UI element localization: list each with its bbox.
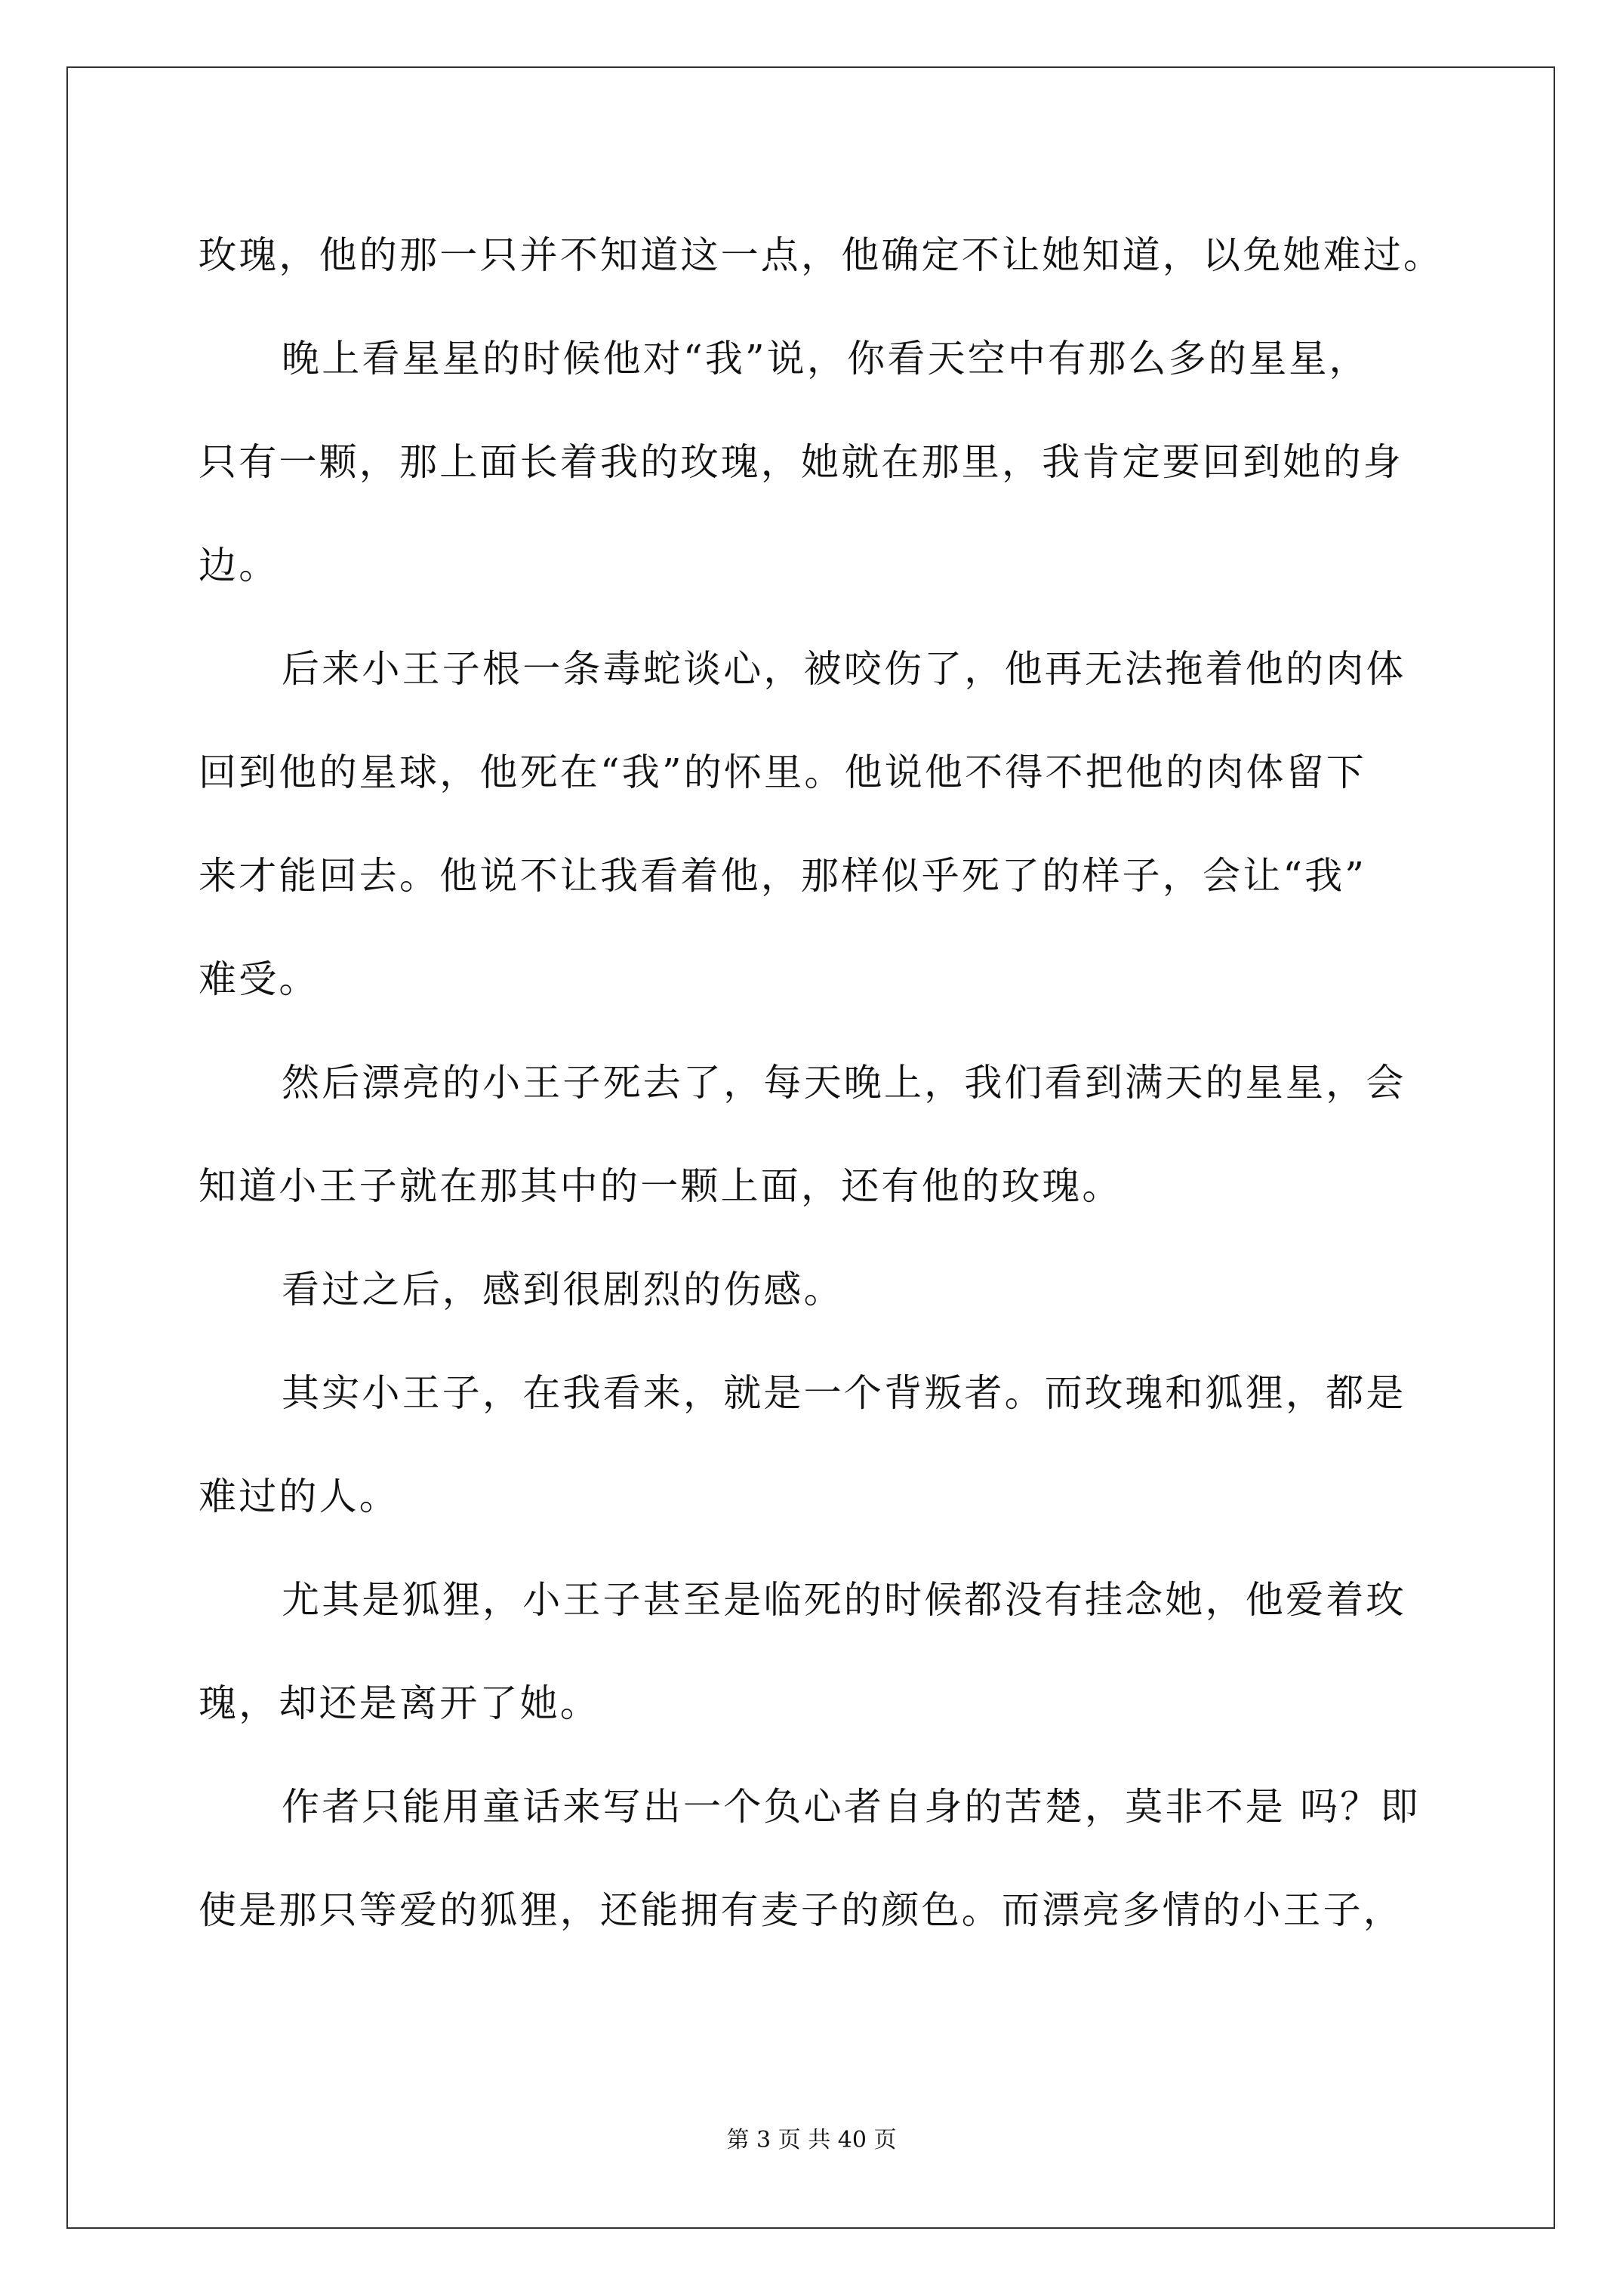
text-line: 看过之后，感到很剧烈的伤感。 [282, 1268, 844, 1311]
text-line: 难过的人。 [199, 1475, 399, 1518]
text-line: 回到他的星球，他死在“我”的怀里。他说他不得不把他的肉体留下 [199, 750, 1367, 794]
text-line: 玫瑰，他的那一只并不知道这一点，他确定不让她知道，以免她难过。 [199, 233, 1444, 277]
text-line: 作者只能用童话来写出一个负心者自身的苦楚，莫非不是 吗？即 [282, 1785, 1421, 1829]
text-line: 边。 [199, 544, 279, 587]
text-line: 难受。 [199, 957, 319, 1001]
document-body [199, 204, 1444, 1962]
text-line: 然后漂亮的小王子死去了，每天晚上，我们看到满天的星星，会 [282, 1061, 1406, 1105]
text-line: 瑰，却还是离开了她。 [199, 1681, 600, 1725]
text-line: 使是那只等爱的狐狸，还能拥有麦子的颜色。而漂亮多情的小王子， [199, 1888, 1403, 1932]
text-line: 其实小王子，在我看来，就是一个背叛者。而玫瑰和狐狸，都是 [282, 1371, 1406, 1415]
text-line: 知道小王子就在那其中的一颗上面，还有他的玫瑰。 [199, 1164, 1123, 1208]
text-line: 晚上看星星的时候他对“我”说，你看天空中有那么多的星星， [282, 337, 1369, 381]
text-line: 尤其是狐狸，小王子甚至是临死的时候都没有挂念她，他爱着玫 [282, 1578, 1406, 1622]
text-line: 只有一颗，那上面长着我的玫瑰，她就在那里，我肯定要回到她的身 [199, 440, 1403, 484]
text-line: 来才能回去。他说不让我看着他，那样似乎死了的样子，会让“我” [199, 854, 1367, 898]
page-number-footer: 第 3 页 共 40 页 [726, 2127, 897, 2153]
text-line: 后来小王子根一条毒蛇谈心，被咬伤了，他再无法拖着他的肉体 [282, 647, 1406, 691]
